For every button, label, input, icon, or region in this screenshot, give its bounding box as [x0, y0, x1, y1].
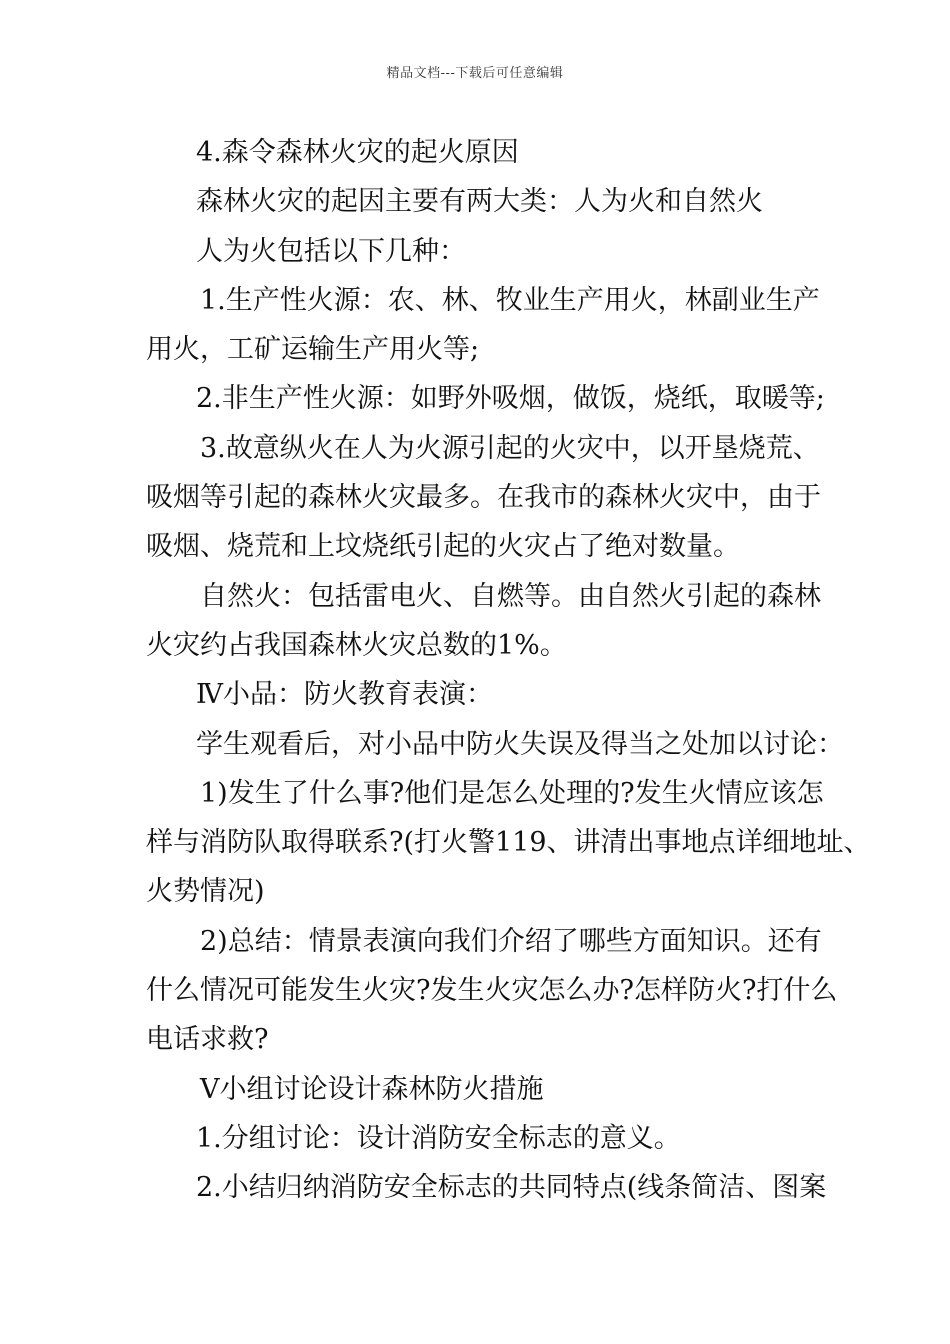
list-item-2: 2.非生产性火源：如野外吸烟，做饭，烧纸，取暖等; — [196, 383, 825, 415]
discussion-item-2-continued: 什么情况可能发生火灾?发生火灾怎么办?怎样防火?打什么 — [146, 975, 838, 1007]
list-item-1-continued: 用火，工矿运输生产用火等; — [146, 334, 480, 366]
discussion-item-2-continued: 电话求救? — [146, 1024, 269, 1056]
discussion-item-2: 2)总结：情景表演向我们介绍了哪些方面知识。还有 — [200, 925, 822, 957]
discussion-item-1-continued: 火势情况) — [146, 876, 265, 908]
list-item-3-continued: 吸烟、烧荒和上坟烧纸引起的火灾占了绝对数量。 — [146, 531, 740, 563]
paragraph-line: 人为火包括以下几种： — [196, 235, 466, 267]
list-item-1: 1.生产性火源：农、林、牧业生产用火，林副业生产 — [200, 284, 820, 316]
list-item-group-2: 2.小结归纳消防安全标志的共同特点(线条简洁、图案 — [196, 1172, 827, 1204]
page-header: 精品文档---下载后可任意编辑 — [386, 66, 564, 81]
section-heading-skit: Ⅳ小品：防火教育表演： — [196, 679, 493, 711]
section-heading-group-discussion: Ⅴ小组讨论设计森林防火措施 — [200, 1073, 544, 1105]
list-item-group-1: 1.分组讨论：设计消防安全标志的意义。 — [196, 1122, 681, 1154]
paragraph-line: 森林火灾的起因主要有两大类：人为火和自然火 — [196, 186, 763, 218]
list-item-3-continued: 吸烟等引起的森林火灾最多。在我市的森林火灾中，由于 — [146, 482, 821, 514]
paragraph-line: 学生观看后，对小品中防火失误及得当之处加以讨论： — [196, 728, 844, 760]
list-item-3: 3.故意纵火在人为火源引起的火灾中，以开垦烧荒、 — [200, 432, 820, 464]
discussion-item-1-continued: 样与消防队取得联系?(打火警119、讲清出事地点详细地址、 — [146, 827, 871, 859]
discussion-item-1: 1)发生了什么事?他们是怎么处理的?发生火情应该怎 — [200, 777, 824, 809]
section-heading-fire-causes: 4.森令森林火灾的起火原因 — [196, 137, 519, 168]
paragraph-natural-fire: 自然火：包括雷电火、自燃等。由自然火引起的森林 — [200, 580, 821, 612]
document-body — [146, 128, 871, 1213]
paragraph-natural-fire-continued: 火灾约占我国森林火灾总数的1%。 — [146, 629, 567, 661]
